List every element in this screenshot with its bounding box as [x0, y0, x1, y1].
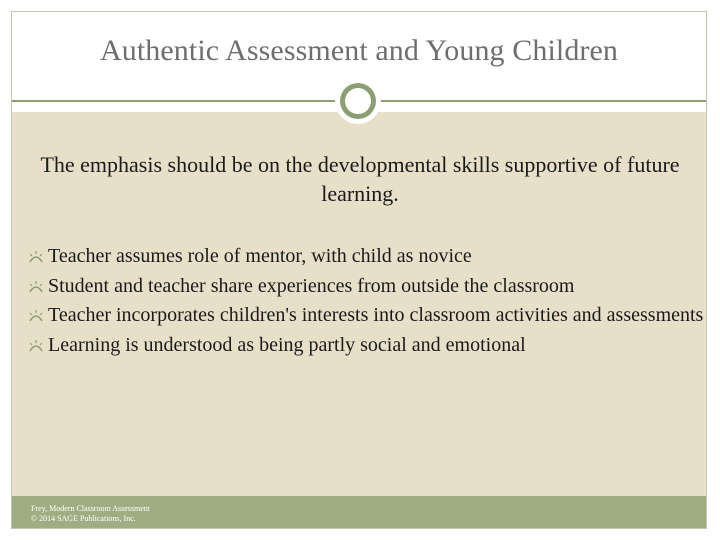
bullet-item — [26, 272, 706, 302]
bullet-text: Teacher incorporates children's interests into classroom activities and assessments — [48, 304, 704, 326]
footer-line-source: Frey, Modern Classroom Assessment — [31, 504, 151, 513]
sun-ray-bullet-icon — [28, 250, 44, 264]
bullet-list — [26, 242, 706, 360]
lead-statement: The emphasis should be on the developmental skills supportive of future learning. — [40, 152, 680, 206]
bullet-text: Student and teacher share experiences from outside the classroom — [48, 274, 575, 297]
footer-citation — [31, 504, 150, 524]
circle-ring-icon — [335, 78, 381, 124]
sun-ray-bullet-icon — [28, 280, 44, 294]
footer-line-copyright: © 2014 SAGE Publications, Inc. — [31, 514, 136, 523]
bullet-item — [26, 301, 706, 331]
sun-ray-bullet-icon — [28, 339, 44, 353]
sun-ray-bullet-icon — [28, 309, 44, 323]
slide-title: Authentic Assessment and Young Children — [99, 34, 619, 67]
bullet-text: Learning is understood as being partly social and emotional — [48, 333, 526, 356]
bullet-text: Teacher assumes role of mentor, with child as novice — [48, 245, 472, 267]
bullet-item — [26, 331, 706, 361]
bullet-item — [26, 242, 706, 272]
